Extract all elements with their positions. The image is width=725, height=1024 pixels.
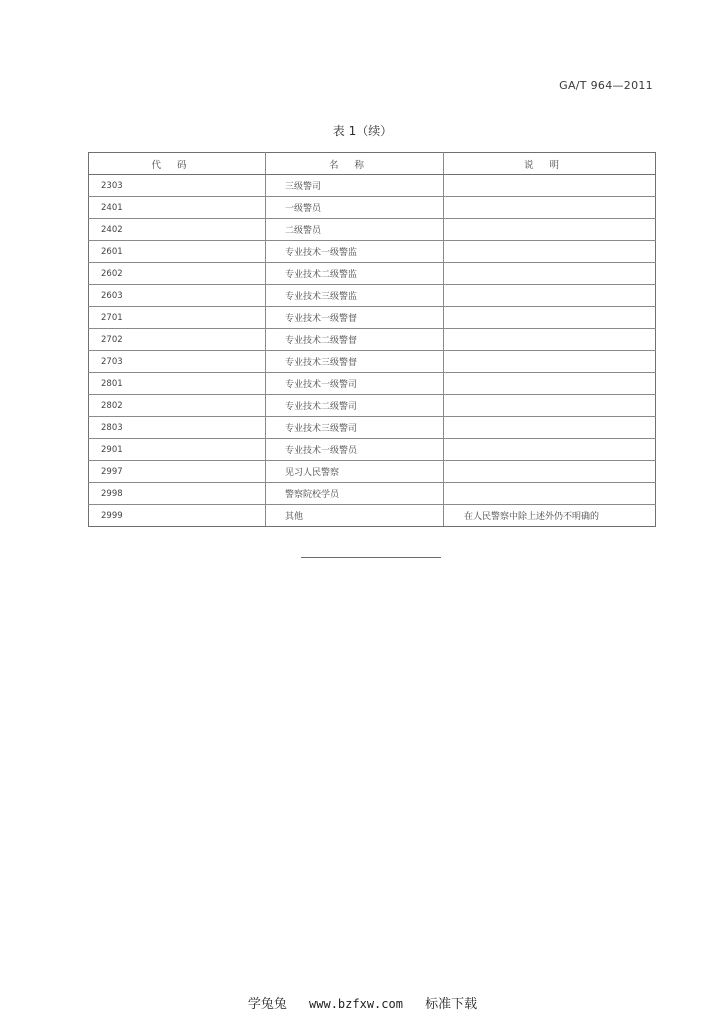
code-cell: 2303 <box>89 175 266 197</box>
footer-watermark <box>0 993 725 1012</box>
code-cell: 2602 <box>89 263 266 285</box>
note-cell <box>444 307 656 329</box>
note-cell <box>444 219 656 241</box>
name-cell: 专业技术一级警司 <box>266 373 444 395</box>
table-row <box>89 329 656 351</box>
name-cell: 二级警员 <box>266 219 444 241</box>
table-row <box>89 307 656 329</box>
name-cell: 三级警司 <box>266 175 444 197</box>
table-row <box>89 461 656 483</box>
note-cell <box>444 175 656 197</box>
note-cell <box>444 483 656 505</box>
code-cell: 2997 <box>89 461 266 483</box>
table-row <box>89 483 656 505</box>
note-cell <box>444 285 656 307</box>
table-row <box>89 285 656 307</box>
code-cell: 2702 <box>89 329 266 351</box>
code-cell: 2802 <box>89 395 266 417</box>
name-cell: 其他 <box>266 505 444 527</box>
note-cell <box>444 197 656 219</box>
note-cell <box>444 461 656 483</box>
name-cell: 专业技术一级警督 <box>266 307 444 329</box>
table-row <box>89 505 656 527</box>
name-cell: 专业技术一级警监 <box>266 241 444 263</box>
watermark-site-name: 学兔兔 <box>247 997 287 1012</box>
watermark-slogan: 标准下载 <box>425 997 478 1012</box>
watermark-site-url: www.bzfxw.com <box>309 997 403 1011</box>
code-cell: 2703 <box>89 351 266 373</box>
code-cell: 2999 <box>89 505 266 527</box>
name-cell: 一级警员 <box>266 197 444 219</box>
table-header-row <box>89 153 656 175</box>
standard-number: GA/T 964—2011 <box>559 79 653 92</box>
table-row <box>89 417 656 439</box>
table-body <box>89 175 656 527</box>
code-table <box>88 152 656 527</box>
code-cell: 2801 <box>89 373 266 395</box>
table-row <box>89 241 656 263</box>
column-header-name: 名称 <box>266 153 444 175</box>
code-cell: 2603 <box>89 285 266 307</box>
table-row <box>89 373 656 395</box>
table-row <box>89 197 656 219</box>
note-cell: 在人民警察中除上述外仍不明确的 <box>444 505 656 527</box>
code-cell: 2803 <box>89 417 266 439</box>
note-cell <box>444 351 656 373</box>
table-row <box>89 175 656 197</box>
code-cell: 2998 <box>89 483 266 505</box>
name-cell: 专业技术二级警督 <box>266 329 444 351</box>
note-cell <box>444 395 656 417</box>
code-cell: 2701 <box>89 307 266 329</box>
name-cell: 警察院校学员 <box>266 483 444 505</box>
column-header-code: 代码 <box>89 153 266 175</box>
name-cell: 专业技术二级警监 <box>266 263 444 285</box>
table-row <box>89 263 656 285</box>
note-cell <box>444 417 656 439</box>
code-cell: 2901 <box>89 439 266 461</box>
end-of-standard-rule <box>301 557 441 558</box>
note-cell <box>444 439 656 461</box>
code-cell: 2402 <box>89 219 266 241</box>
table-row <box>89 439 656 461</box>
note-cell <box>444 373 656 395</box>
note-cell <box>444 241 656 263</box>
note-cell <box>444 263 656 285</box>
note-cell <box>444 329 656 351</box>
name-cell: 专业技术三级警监 <box>266 285 444 307</box>
table-row <box>89 395 656 417</box>
table-row <box>89 219 656 241</box>
table-row <box>89 351 656 373</box>
name-cell: 专业技术三级警司 <box>266 417 444 439</box>
name-cell: 专业技术二级警司 <box>266 395 444 417</box>
name-cell: 见习人民警察 <box>266 461 444 483</box>
column-header-note: 说明 <box>444 153 656 175</box>
table-caption: 表 1（续） <box>332 124 393 138</box>
code-cell: 2401 <box>89 197 266 219</box>
code-cell: 2601 <box>89 241 266 263</box>
name-cell: 专业技术一级警员 <box>266 439 444 461</box>
name-cell: 专业技术三级警督 <box>266 351 444 373</box>
